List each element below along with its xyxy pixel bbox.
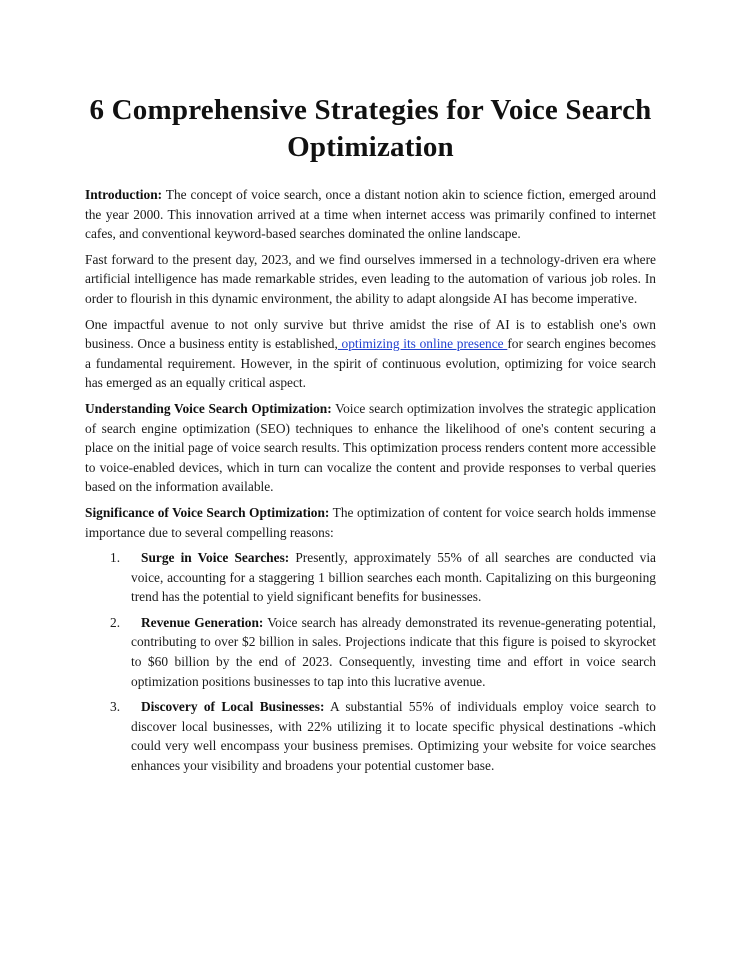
- list-number: 2.: [110, 614, 121, 630]
- page-title: 6 Comprehensive Strategies for Voice Search Optimization: [89, 94, 652, 163]
- intro-text: The concept of voice search, once a distant notion akin to science fiction, emerged around the year 2000. This innovation arrived at a time when internet access was primarily confined to internet cafes, and conventional keyword-based searches dominated the online landscape.: [85, 187, 656, 242]
- list-item: [85, 613, 656, 691]
- business-paragraph: [85, 315, 656, 393]
- significance-text: The optimization of content for voice search holds immense importance due to several compelling reasons:: [85, 504, 656, 540]
- understanding-paragraph: [85, 399, 656, 497]
- list-item: [85, 548, 656, 607]
- online-presence-link[interactable]: optimizing its online presence: [337, 336, 508, 352]
- list-item-label: Surge in Voice Searches:: [141, 550, 290, 566]
- understanding-label: Understanding Voice Search Optimization:: [85, 400, 332, 416]
- list-number: 3.: [110, 699, 121, 715]
- list-number: 1.: [110, 550, 121, 566]
- significance-label: Significance of Voice Search Optimization:: [85, 504, 330, 520]
- list-item-text: Voice search has already demonstrated its revenue-generating potential, contributing to over $2 billion in sales. Projections indicate that this figure is poised to skyrocket to $60 billion by the end of 2023. Consequently, investing time and effort in voice search optimization positions businesses to tap into this lucrative avenue.: [131, 614, 656, 689]
- significance-paragraph: [85, 503, 656, 542]
- business-text-before: One impactful avenue to not only survive but thrive amidst the rise of AI is to establish one's own business. Once a business entity is established,: [85, 316, 656, 352]
- document-page: [85, 92, 656, 782]
- reasons-list: [85, 548, 656, 776]
- list-item-text: Presently, approximately 55% of all searches are conducted via voice, accounting for a staggering 1 billion searches each month. Capitalizing on this burgeoning trend has the potential to yield significant benefits for businesses.: [131, 550, 656, 605]
- present-day-paragraph: Fast forward to the present day, 2023, and we find ourselves immersed in a technology-driven era where artificial intelligence has made remarkable strides, even leading to the automation of various job roles. In order to flourish in this dynamic environment, the ability to adapt alongside AI has become imperative.: [85, 251, 656, 306]
- understanding-text: Voice search optimization involves the strategic application of search engine optimization (SEO) techniques to enhance the likelihood of one's content securing a place on the initial page of voice search results. This optimization process renders content more accessible to voice-enabled devices, which in turn can vocalize the content and provide responses to verbal queries based on the information available.: [85, 400, 656, 495]
- intro-paragraph: [85, 185, 656, 244]
- business-text-after: for search engines becomes a fundamental requirement. However, in the spirit of continuous evolution, optimizing for voice search has emerged as an equally critical aspect.: [85, 336, 657, 391]
- intro-label: Introduction:: [85, 187, 163, 202]
- list-item: [85, 697, 656, 775]
- list-item-text: A substantial 55% of individuals employ voice search to discover local businesses, with 22% utilizing it to locate specific physical destinations -which could very well encompass your business premises. Optimizing your website for voice searches enhances your visibility and broadens your potential customer base.: [131, 699, 656, 774]
- list-item-label: Revenue Generation:: [141, 614, 264, 630]
- list-item-label: Discovery of Local Businesses:: [141, 699, 325, 715]
